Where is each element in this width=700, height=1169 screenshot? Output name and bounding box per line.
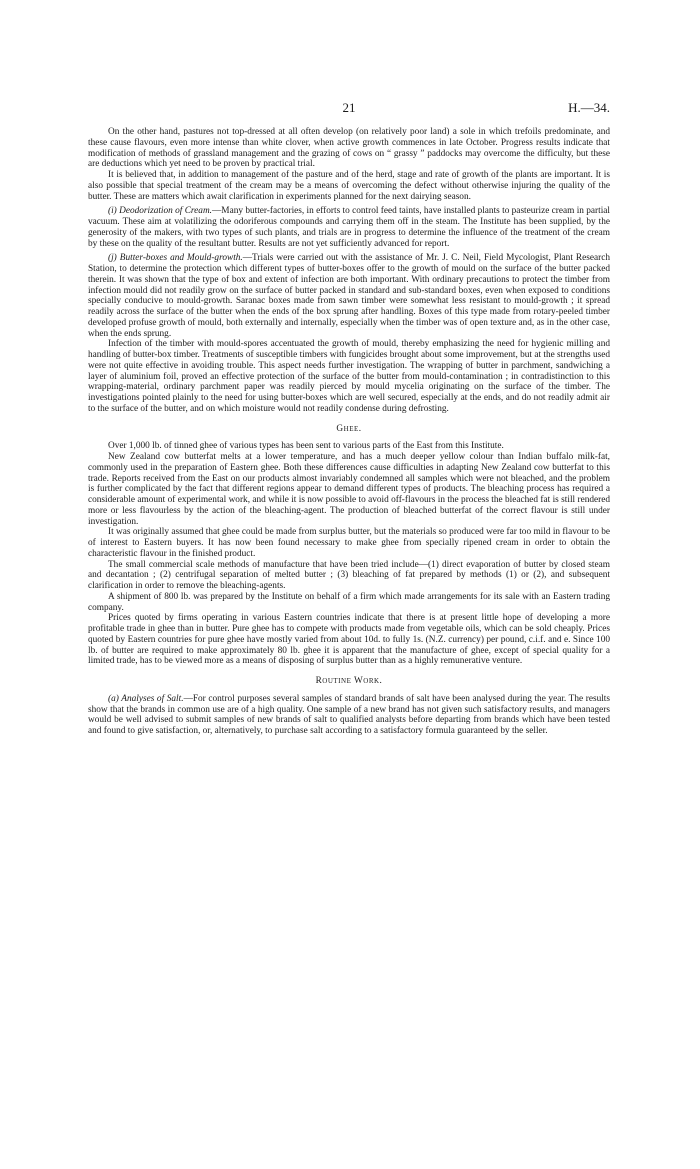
paragraph-ghee-shipment-800: A shipment of 800 lb. was prepared by the Institute on behalf of a firm which made arrangements for its sale with an Eastern trading company. xyxy=(88,591,610,613)
paragraph-ghee-shipments: Over 1,000 lb. of tinned ghee of various types has been sent to various parts of the East from this Institute. xyxy=(108,441,504,452)
paragraph-ghee-butterfat: New Zealand cow butterfat melts at a lower temperature, and has a much deeper yellow colour than Indian buffalo milk-fat, commonly used in the preparation of Eastern ghee. Both these differences cause difficulties in adapting New Zealand cow butterfat to this trade. Reports received from the East on our products almost invariably condemned all samples which were not bleached, and the problem is further complicated by the fact that different regions appear to demand different types of products. The bleaching process has required a considerable amount of experimental work, and while it is now possible to avoid off-flavours in the process the bleached fat is still rendered more or less flavourless by the action of the bleaching-agent. The production of bleached butterfat of the correct flavour is still under investigation. xyxy=(88,452,610,527)
section-heading-routine-work: Routine Work. xyxy=(315,676,383,686)
section-heading-ghee: Ghee. xyxy=(336,423,362,434)
page-header xyxy=(88,100,610,114)
deodorization-heading: (i) Deodorization of Cream. xyxy=(108,206,212,217)
paragraph-trefoils: On the other hand, pastures not top-dressed at all often develop (on relatively poor land) a sole in which trefoils predominate, and these cause flavours, even more intense than white clover, when active growth commences in late October. Progress results indicate that modification of methods of grassland management and the grazing of cows on “ grassy ” paddocks may overcome the difficulty, but these are deductions which yet need to be proven by practical trial. xyxy=(88,127,610,170)
paragraph-deodorization xyxy=(88,206,610,249)
butter-boxes-text: —Trials were carried out with the assistance of Mr. J. C. Neil, Field Mycologist, Plant Research Station, to determine the protection which different types of butter-boxes offer to the growth of mould on the surface of the butter packed therein. It was shown that the type of box and extent of infection are both important. With ordinary precautions to protect the timber from infection mould did not readily grow on the surface of butter packed in standard and sub-standard boxes, even when exposed to conditions specially conducive to mould-growth. Saranac boxes made from sawn timber were somewhat less resistant to mould-growth ; it spread readily across the surface of the butter when the ends of the box sprung after handling. Boxes of this type made from rotary-peeled timber developed profuse growth of mould, both externally and internally, especially when the timber was of open texture and, as in the other case, when the ends sprung. xyxy=(88,253,610,339)
paragraph-ghee-methods: The small commercial scale methods of manufacture that have been tried include—(1) direct evaporation of butter by closed steam and decantation ; (2) centrifugal separation of melted butter ; (3) bleaching of fat prepared by methods (1) or (2), and subsequent clarification in order to remove the bleaching-agents. xyxy=(88,559,610,591)
body-text xyxy=(88,127,610,737)
paragraph-salt-analyses xyxy=(88,694,610,737)
paragraph-mould-spores: Infection of the timber with mould-spores accentuated the growth of mould, thereby emphasizing the need for hygienic milling and handling of butter-box timber. Treatments of susceptible timbers with fungicides brought about some improvement, but at the strengths used were not quite effective in avoiding trouble. This aspect needs further investigation. The wrapping of butter in parchment, sandwiching a layer of aluminium foil, proved an effective protection of the surface of the butter from mould-contamination ; in contradistinction to this wrapping-material, ordinary parchment paper was readily pierced by mould mycelia originating on the surface of the timber. The investigations pointed plainly to the need for using butter-boxes which are well secured, especially at the ends, and do not readily admit air to the surface of the butter, and on which moisture would not readily condense during defrosting. xyxy=(88,339,610,414)
paragraph-ghee-prices: Prices quoted by firms operating in various Eastern countries indicate that there is at present little hope of developing a more profitable trade in ghee than in butter. Pure ghee has to compete with products made from vegetable oils, which can be sold cheaply. Prices quoted by Eastern countries for pure ghee have mostly varied from about 10d. to fully 1s. (N.Z. currency) per pound, c.i.f. and e. Since 100 lb. of butter are required to make approximately 80 lb. ghee it is apparent that the manufacture of ghee, except of special quality for a limited trade, has to be viewed more as a means of disposing of surplus butter than as a highly remunerative venture. xyxy=(88,613,610,667)
paragraph-ghee-ripened-cream: It was originally assumed that ghee could be made from surplus butter, but the materials so produced were far too mild in flavour to be of interest to Eastern buyers. It has now been found necessary to make ghee from specially ripened cream in order to obtain the characteristic flavour in the finished product. xyxy=(88,527,610,559)
paragraph-butter-boxes xyxy=(88,253,610,339)
page-number: 21 xyxy=(342,100,356,115)
deodorization-text: —Many butter-factories, in efforts to control feed taints, have installed plants to pasteurize cream in partial vacuum. These aim at volatilizing the odoriferous compounds and carrying them off in the steam. The Institute has been supplied, by the generosity of the makers, with two types of such plants, and trials are in progress to determine the influence of the treatment of the cream by these on the quality of the resultant butter. Results are not yet sufficiently advanced for report. xyxy=(88,206,611,249)
salt-text: —For control purposes several samples of standard brands of salt have been analysed during the year. The results show that the brands in common use are of a high quality. One sample of a new brand has not given such satisfactory results, and managers would be well advised to submit samples of new brands of salt to qualified analysts before departing from brands which have been tested and found to give satisfaction, or, alternatively, to purchase salt according to a satisfactory formula guaranteed by the seller. xyxy=(88,693,611,736)
document-reference: H.—34. xyxy=(568,100,610,115)
butter-boxes-heading: (j) Butter-boxes and Mould-growth. xyxy=(108,253,243,264)
salt-heading: (a) Analyses of Salt. xyxy=(108,693,184,704)
paragraph-growth-stage: It is believed that, in addition to management of the pasture and of the herd, stage and rate of growth of the plants are important. It is also possible that special treatment of the cream may be a means of overcoming the defect without otherwise injuring the quality of the butter. These are matters which await clarification in experiments planned for the next dairying season. xyxy=(88,170,610,202)
